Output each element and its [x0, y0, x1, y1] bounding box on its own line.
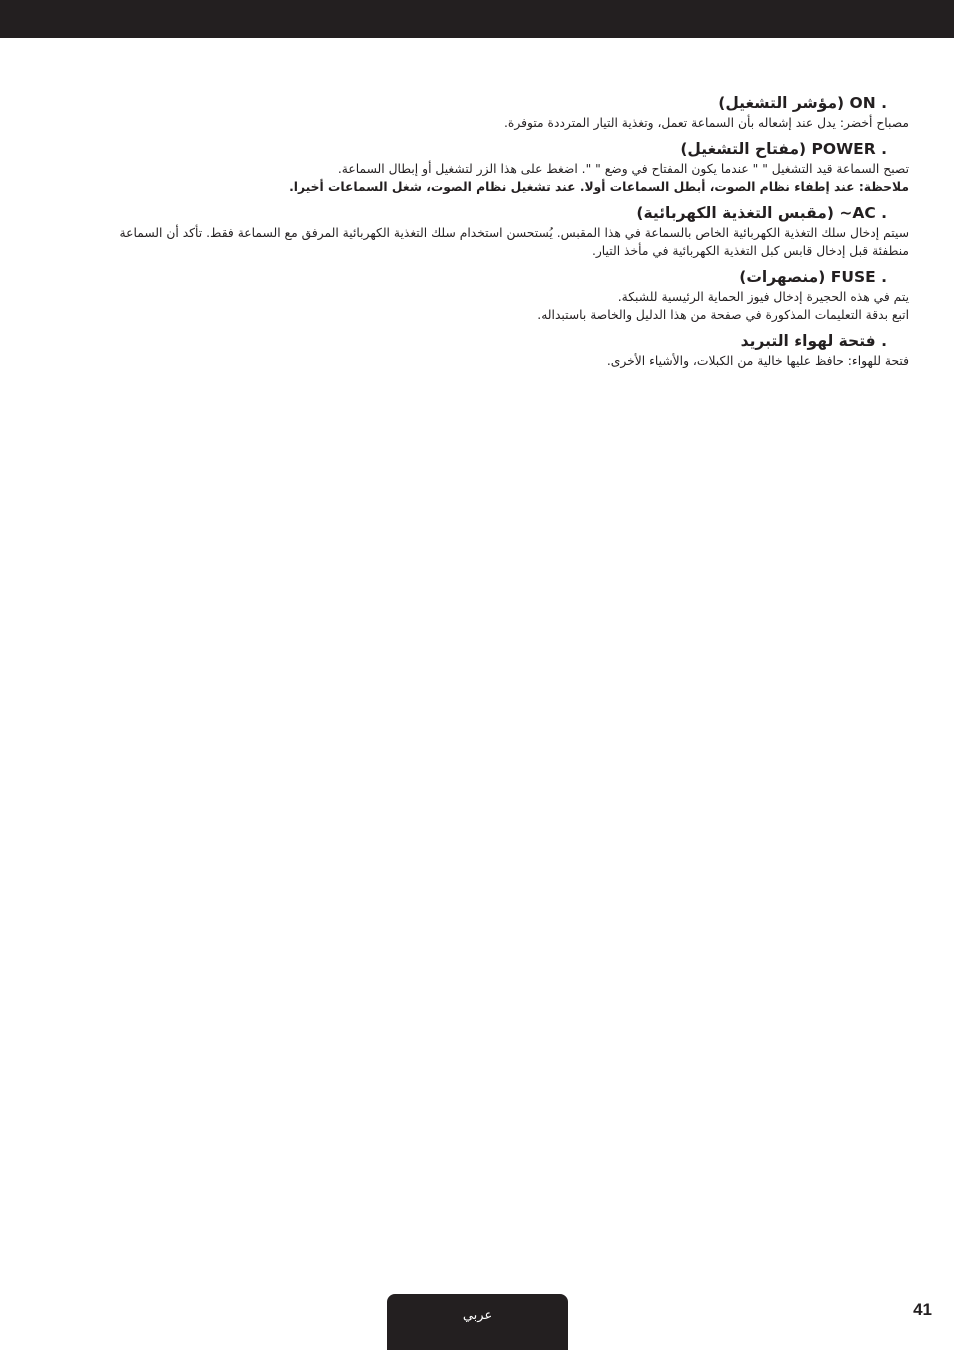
section-on-indicator: [80, 92, 909, 132]
section-heading: . ON (مؤشر التشغيل): [718, 94, 887, 112]
section-fuse: [80, 266, 909, 324]
section-ac-socket: [80, 202, 909, 260]
section-paragraph: مصباح أخضر: يدل عند إشعاله بأن السماعة تعمل، وتغذية التيار المترددة متوفرة.: [503, 116, 909, 130]
section-cooling-vent: [80, 330, 909, 370]
section-paragraph: سيتم إدخال سلك التغذية الكهربائية الخاص بالسماعة في هذا المقبس. يُستحسن استخدام سلك التغذية الكهربائية المرفق مع السماعة فقط. تأكد أن السماعة منطفئة قبل إدخال قابس كبل التغذية الكهربائية في مأخذ التيار.: [119, 226, 909, 258]
language-tab-label: عربي: [462, 1307, 493, 1323]
section-note: ملاحظة: عند إطفاء نظام الصوت، أبطل السماعات أولا. عند تشغيل نظام الصوت، شغل السماعات أخيرا.: [289, 180, 909, 194]
document-body: [80, 92, 909, 376]
top-bar: [0, 0, 954, 38]
section-paragraph: يتم في هذه الحجيرة إدخال فيوز الحماية الرئيسية للشبكة.: [617, 290, 909, 304]
section-paragraph: تصبح السماعة قيد التشغيل " " عندما يكون المفتاح في وضع " ". اضغط على هذا الزر لتشغيل أو إبطال السماعة.: [337, 162, 909, 176]
section-power-switch: [80, 138, 909, 196]
section-paragraph: اتبع بدقة التعليمات المذكورة في صفحة من هذا الدليل والخاصة باستبداله.: [537, 308, 909, 322]
language-tab: [387, 1294, 568, 1350]
section-heading: . AC~ (مقبس التغذية الكهربائية): [636, 204, 887, 222]
section-heading: . فتحة لهواء التبريد: [740, 332, 887, 350]
section-heading: . FUSE (منصهرات): [739, 268, 887, 286]
section-heading: . POWER (مفتاح التشغيل): [680, 140, 887, 158]
section-paragraph: فتحة للهواء: حافظ عليها خالية من الكبلات، والأشياء الأخرى.: [606, 354, 909, 368]
page-number: 41: [913, 1300, 932, 1319]
